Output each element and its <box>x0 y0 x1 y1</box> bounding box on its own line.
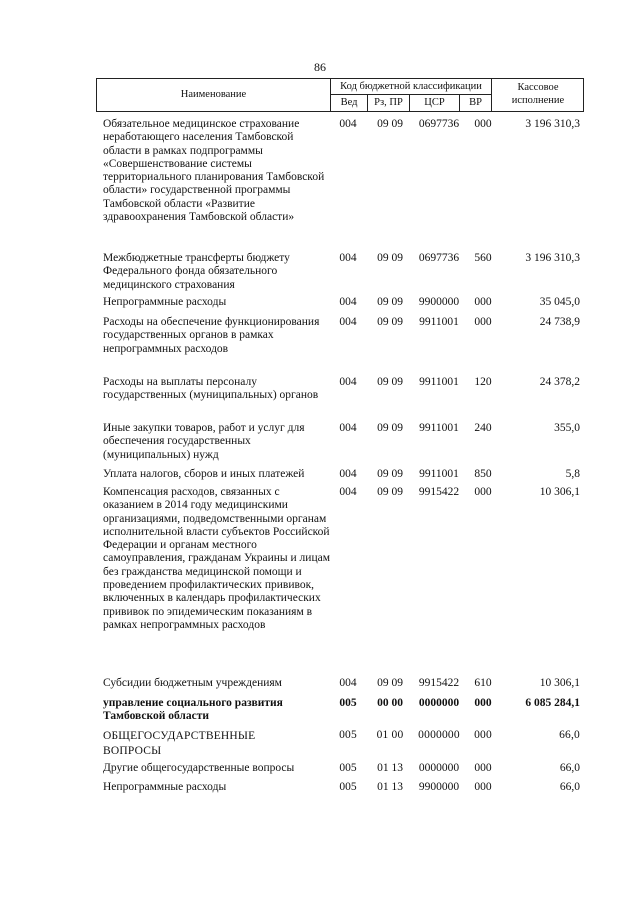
header-vr: ВР <box>460 95 492 111</box>
row-csr: 9900000 <box>418 781 460 793</box>
row-name: Иные закупки товаров, работ и услуг для обеспечения государственных (муниципальных) нужд <box>103 422 305 461</box>
row-vr: 000 <box>474 296 492 308</box>
row-amount: 3 196 310,3 <box>525 252 580 264</box>
row-ved: 005 <box>339 781 357 793</box>
row-name: Уплата налогов, сборов и иных платежей <box>103 468 305 480</box>
row-csr: 0000000 <box>418 697 460 709</box>
row-vr: 560 <box>474 252 492 264</box>
row-vr: 120 <box>474 376 492 388</box>
row-name: ОБЩЕГОСУДАРСТВЕННЫЕ ВОПРОСЫ <box>103 730 256 757</box>
row-name: Непрограммные расходы <box>103 781 227 793</box>
row-csr: 0697736 <box>418 252 460 264</box>
row-name: Обязательное медицинское страхование неработающего населения Тамбовской области в рамках подпрограммы «Совершенствование системы территориального планирования Тамбовской области» государственной программы Тамбовской области «Развитие здравоохранения Тамбовской области» <box>103 118 325 224</box>
row-rz-pr: 01 13 <box>377 781 403 793</box>
header-ved: Вед <box>331 95 368 111</box>
row-vr: 000 <box>474 118 492 130</box>
row-ved: 004 <box>339 376 357 388</box>
row-ved: 005 <box>339 697 357 709</box>
row-ved: 004 <box>339 486 357 498</box>
row-rz-pr: 00 00 <box>377 697 403 709</box>
row-csr: 0697736 <box>418 118 460 130</box>
row-name: Расходы на выплаты персоналу государственных (муниципальных) органов <box>103 376 319 402</box>
row-csr: 9915422 <box>418 486 460 498</box>
row-name: Непрограммные расходы <box>103 296 227 308</box>
row-csr: 9911001 <box>419 376 459 388</box>
row-csr: 9900000 <box>418 296 460 308</box>
row-rz-pr: 09 09 <box>377 468 403 480</box>
row-name: Компенсация расходов, связанных с оказанием в 2014 году медицинскими организациями, подведомственными органам исполнительной власти субъектов Российской Федерации и органам местного самоуправления, гражданам Украины и лицам без гражданства медицинской помощи и проведением профилактических прививок, включенных в календарь профилактических прививок по эпидемическим показаниям в рамках непрограммных расходов <box>103 486 330 631</box>
row-amount: 66,0 <box>559 762 580 774</box>
row-rz-pr: 09 09 <box>377 252 403 264</box>
row-csr: 9911001 <box>419 316 459 328</box>
row-ved: 005 <box>339 729 357 741</box>
header-code-group: Код бюджетной классификации <box>331 79 492 95</box>
row-vr: 000 <box>474 781 492 793</box>
row-csr: 9915422 <box>418 677 460 689</box>
row-vr: 610 <box>474 677 492 689</box>
row-rz-pr: 09 09 <box>377 316 403 328</box>
row-rz-pr: 09 09 <box>377 422 403 434</box>
row-csr: 0000000 <box>418 762 460 774</box>
row-amount: 10 306,1 <box>539 677 580 689</box>
row-vr: 000 <box>474 729 492 741</box>
row-vr: 000 <box>474 316 492 328</box>
row-rz-pr: 01 13 <box>377 762 403 774</box>
row-ved: 005 <box>339 762 357 774</box>
row-csr: 0000000 <box>418 729 460 741</box>
row-amount: 35 045,0 <box>539 296 580 308</box>
row-vr: 000 <box>474 697 492 709</box>
row-ved: 004 <box>339 252 357 264</box>
header-rz-pr: Рз, ПР <box>368 95 410 111</box>
row-name: Межбюджетные трансферты бюджету Федерального фонда обязательного медицинского страхования <box>103 252 290 291</box>
table-header <box>96 78 584 112</box>
header-name: Наименование <box>97 79 331 111</box>
row-ved: 004 <box>339 118 357 130</box>
row-amount: 66,0 <box>559 781 580 793</box>
row-ved: 004 <box>339 677 357 689</box>
row-rz-pr: 09 09 <box>377 677 403 689</box>
row-csr: 9911001 <box>419 468 459 480</box>
row-amount: 24 738,9 <box>539 316 580 328</box>
header-csr: ЦСР <box>410 95 460 111</box>
page-number: 86 <box>314 60 326 74</box>
row-amount: 355,0 <box>554 422 580 434</box>
row-amount: 5,8 <box>565 468 580 480</box>
row-ved: 004 <box>339 296 357 308</box>
row-ved: 004 <box>339 316 357 328</box>
row-rz-pr: 09 09 <box>377 296 403 308</box>
row-vr: 000 <box>474 762 492 774</box>
row-rz-pr: 09 09 <box>377 376 403 388</box>
row-amount: 3 196 310,3 <box>525 118 580 130</box>
row-csr: 9911001 <box>419 422 459 434</box>
row-rz-pr: 09 09 <box>377 118 403 130</box>
row-name: Расходы на обеспечение функционирования государственных органов в рамках непрограммных расходов <box>103 316 320 355</box>
row-name: Другие общегосударственные вопросы <box>103 762 295 774</box>
row-vr: 000 <box>474 486 492 498</box>
row-amount: 66,0 <box>559 729 580 741</box>
header-execution: Кассовое исполнение <box>511 82 565 106</box>
row-amount: 10 306,1 <box>539 486 580 498</box>
row-rz-pr: 01 00 <box>376 729 404 741</box>
row-vr: 850 <box>474 468 492 480</box>
row-name: Субсидии бюджетным учреждениям <box>103 677 282 689</box>
row-ved: 004 <box>339 468 357 480</box>
row-amount: 6 085 284,1 <box>525 697 580 709</box>
row-amount: 24 378,2 <box>539 376 580 388</box>
row-ved: 004 <box>339 422 357 434</box>
row-rz-pr: 09 09 <box>377 486 403 498</box>
row-vr: 240 <box>474 422 492 434</box>
row-name: управление социального развития Тамбовской области <box>103 697 283 723</box>
